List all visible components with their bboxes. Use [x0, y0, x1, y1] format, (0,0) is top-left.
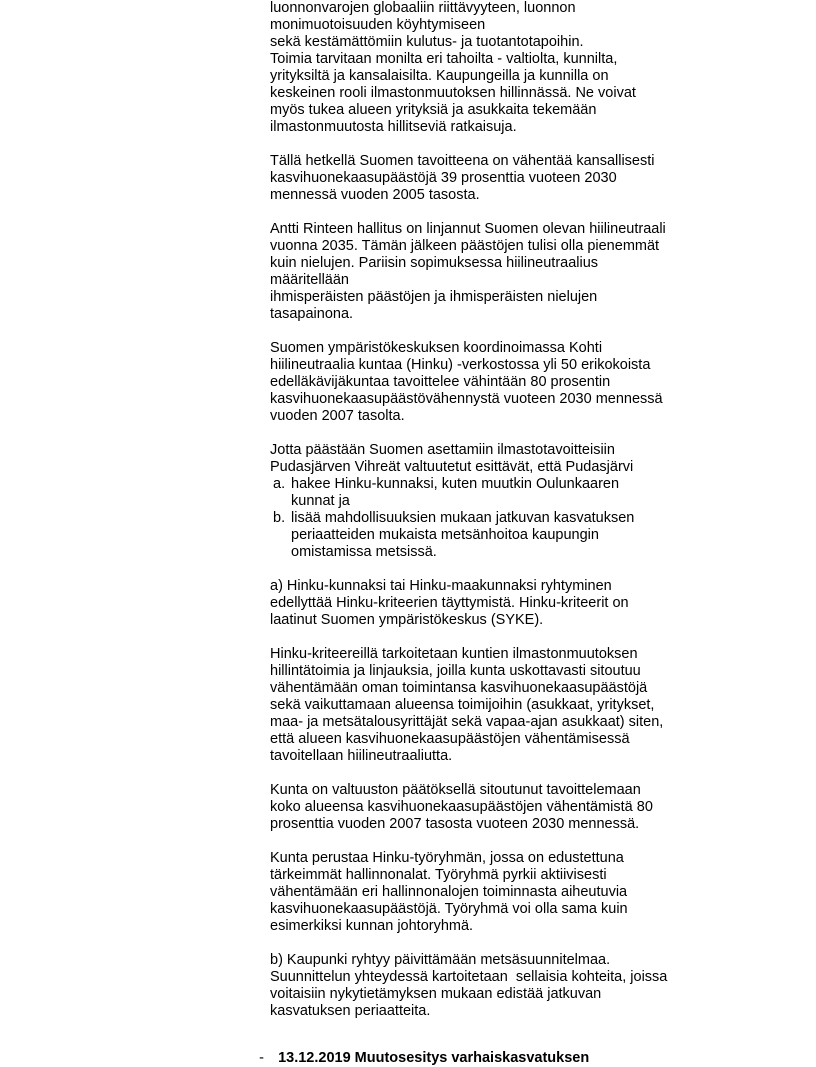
text-line: voitaisiin nykytietämyksen mukaan edistää jatkuvan [270, 986, 602, 1002]
text-line: kasvihuonekaasupäästövähennystä vuoteen 2030 mennessä [270, 391, 663, 407]
list-dash: - [259, 1050, 264, 1066]
text-line: hakee Hinku-kunnaksi, kuten muutkin Oulunkaaren [291, 476, 620, 492]
text-line: omistamissa metsissä. [291, 544, 437, 560]
text-line: Jotta päästään Suomen asettamiin ilmastotavoitteisiin [270, 442, 615, 458]
text-line: koko alueensa kasvihuonekaasupäästöjen vähentämistä 80 [270, 799, 653, 815]
paragraph-national-target [270, 153, 690, 204]
text-line: kasvatuksen periaatteita. [270, 1003, 431, 1019]
text-line: lisää mahdollisuuksien mukaan jatkuvan kasvatuksen [291, 510, 635, 526]
text-line: Tällä hetkellä Suomen tavoitteena on vähentää kansallisesti [270, 153, 655, 169]
text-line: mennessä vuoden 2005 tasosta. [270, 187, 480, 203]
text-line: sekä kestämättömiin kulutus- ja tuotantotapoihin. [270, 34, 584, 50]
text-line: kasvihuonekaasupäästöjä 39 prosenttia vuoteen 2030 [270, 170, 617, 186]
text-line: maa- ja metsätalousyrittäjät sekä vapaa-ajan asukkaat) siten, [270, 714, 664, 730]
text-line: Suunnittelun yhteydessä kartoitetaan sellaisia kohteita, joissa [270, 969, 668, 985]
paragraph-motion [270, 442, 690, 561]
text-line: keskeinen rooli ilmastonmuutoksen hillinnässä. Ne voivat [270, 85, 636, 101]
text-line: Antti Rinteen hallitus on linjannut Suomen olevan hiilineutraali [270, 221, 666, 237]
text-line: tasapainona. [270, 306, 354, 322]
list-item [270, 476, 690, 510]
text-line: vähentämään eri hallinnonalojen toiminnasta aiheutuvia [270, 884, 628, 900]
text-line: b) Kaupunki ryhtyy päivittämään metsäsuunnitelmaa. [270, 952, 611, 968]
agenda-item-title: 13.12.2019 Muutosesitys varhaiskasvatuksen [278, 1050, 590, 1066]
text-line: sekä vaikuttamaan alueensa toimijoihin (asukkaat, yritykset, [270, 697, 655, 713]
text-line: edelläkävijäkuntaa tavoittelee vähintään 80 prosentin [270, 374, 611, 390]
list-item [270, 510, 690, 561]
text-line: yrityksiltä ja kansalaisilta. Kaupungeilla ja kunnilla on [270, 68, 609, 84]
text-line: ilmastonmuutosta hillitseviä ratkaisuja. [270, 119, 517, 135]
text-line: hillintätoimia ja linjauksia, joilla kunta uskottavasti sitoutuu [270, 663, 641, 679]
text-line: tärkeimmät hallinnonalat. Työryhmä pyrkii aktiivisesti [270, 867, 607, 883]
text-line: kunnat ja [291, 493, 350, 509]
text-line: ihmisperäisten päästöjen ja ihmisperäisten nielujen [270, 289, 598, 305]
text-line: prosenttia vuoden 2007 tasosta vuoteen 2030 mennessä. [270, 816, 640, 832]
text-line: Toimia tarvitaan monilta eri tahoilta - valtiolta, kunnilta, [270, 51, 618, 67]
text-line: määritellään [270, 272, 349, 288]
text-line: Kunta perustaa Hinku-työryhmän, jossa on edustettuna [270, 850, 624, 866]
text-line: kasvihuonekaasupäästöjä. Työryhmä voi olla sama kuin [270, 901, 628, 917]
text-line: periaatteiden mukaista metsänhoitoa kaupungin [291, 527, 599, 543]
text-line: Suomen ympäristökeskuksen koordinoimassa Kohti [270, 340, 603, 356]
document-body [270, 0, 690, 1037]
paragraph-hinku-network [270, 340, 690, 425]
text-line: vuonna 2035. Tämän jälkeen päästöjen tulisi olla pienemmät [270, 238, 660, 254]
paragraph-b-explanation [270, 952, 690, 1020]
text-line: vuoden 2007 tasolta. [270, 408, 405, 424]
text-line: laatinut Suomen ympäristökeskus (SYKE). [270, 612, 544, 628]
text-line: edellyttää Hinku-kriteerien täyttymistä. Hinku-kriteerit on [270, 595, 629, 611]
next-agenda-item [251, 1033, 589, 1067]
text-line: Hinku-kriteereillä tarkoitetaan kuntien ilmastonmuutoksen [270, 646, 638, 662]
text-line: Kunta on valtuuston päätöksellä sitoutunut tavoittelemaan [270, 782, 641, 798]
text-line: esimerkiksi kunnan johtoryhmä. [270, 918, 474, 934]
paragraph-a-explanation [270, 578, 690, 629]
text-line: a) Hinku-kunnaksi tai Hinku-maakunnaksi ryhtyminen [270, 578, 612, 594]
text-line: luonnonvarojen globaaliin riittävyyteen, luonnon [270, 0, 576, 16]
text-line: vähentämään oman toimintansa kasvihuonekaasupäästöjä [270, 680, 648, 696]
list-marker: a. [273, 476, 286, 492]
text-line: myös tukea alueen yrityksiä ja asukkaita tekemään [270, 102, 597, 118]
paragraph-government-goal [270, 221, 690, 323]
text-line: hiilineutraalia kuntaa (Hinku) -verkostossa yli 50 erikokoista [270, 357, 651, 373]
paragraph-council-commitment [270, 782, 690, 833]
paragraph-intro [270, 0, 690, 136]
text-line: Pudasjärven Vihreät valtuutetut esittävät, että Pudasjärvi [270, 459, 634, 475]
paragraph-working-group [270, 850, 690, 935]
paragraph-hinku-criteria [270, 646, 690, 765]
motion-list [270, 476, 690, 561]
text-line: että alueen kasvihuonekaasupäästöjen vähentämisessä [270, 731, 630, 747]
text-line: monimuotoisuuden köyhtymiseen [270, 17, 486, 33]
text-line: tavoitellaan hiilineutraaliutta. [270, 748, 453, 764]
list-marker: b. [273, 510, 286, 526]
text-line: kuin nielujen. Pariisin sopimuksessa hiilineutraalius [270, 255, 599, 271]
